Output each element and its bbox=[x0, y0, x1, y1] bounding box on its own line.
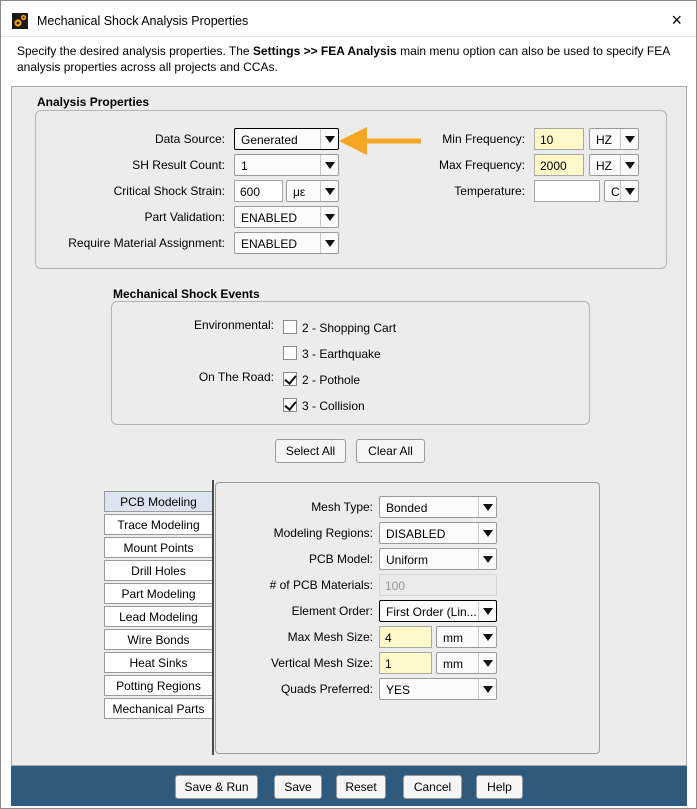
tab-mechanical-parts[interactable]: Mechanical Parts bbox=[104, 698, 212, 719]
chevron-down-icon bbox=[478, 679, 496, 699]
temperature-unit-value: C bbox=[611, 185, 620, 199]
cancel-button[interactable]: Cancel bbox=[403, 775, 462, 799]
data-source-select[interactable] bbox=[234, 128, 339, 150]
intro-menu-path: Settings >> FEA Analysis bbox=[252, 44, 397, 58]
critical-shock-strain-label: Critical Shock Strain: bbox=[113, 184, 225, 198]
modeling-regions-value: DISABLED bbox=[386, 527, 446, 541]
clear-all-button[interactable]: Clear All bbox=[356, 439, 425, 463]
critical-shock-strain-input[interactable]: 600 bbox=[234, 180, 283, 202]
tab-drill-holes[interactable]: Drill Holes bbox=[104, 560, 212, 581]
shopping-cart-checkbox[interactable] bbox=[283, 320, 297, 334]
min-frequency-label: Min Frequency: bbox=[442, 132, 525, 146]
min-frequency-unit-select[interactable] bbox=[589, 128, 639, 150]
pcb-model-label: PCB Model: bbox=[308, 552, 373, 566]
data-source-label: Data Source: bbox=[154, 132, 225, 146]
tab-divider bbox=[212, 480, 214, 755]
tab-lead-modeling[interactable]: Lead Modeling bbox=[104, 606, 212, 627]
tab-part-modeling[interactable]: Part Modeling bbox=[104, 583, 212, 604]
title-bar bbox=[1, 1, 696, 37]
max-frequency-label: Max Frequency: bbox=[438, 158, 525, 172]
close-icon[interactable]: × bbox=[671, 10, 682, 30]
quads-preferred-select[interactable] bbox=[379, 678, 497, 700]
temperature-label: Temperature: bbox=[454, 184, 525, 198]
window-title: Mechanical Shock Analysis Properties bbox=[37, 14, 249, 28]
require-material-value: ENABLED bbox=[241, 237, 298, 251]
vertical-mesh-unit-value: mm bbox=[443, 657, 463, 671]
vertical-mesh-size-input[interactable]: 1 bbox=[379, 652, 432, 674]
strain-unit-select[interactable] bbox=[286, 180, 339, 202]
chevron-down-icon bbox=[320, 155, 338, 175]
require-material-label: Require Material Assignment: bbox=[68, 236, 225, 250]
temperature-input[interactable] bbox=[534, 180, 600, 202]
modeling-regions-select[interactable] bbox=[379, 522, 497, 544]
collision-label: 3 - Collision bbox=[302, 399, 365, 413]
select-all-button[interactable]: Select All bbox=[275, 439, 346, 463]
intro-text bbox=[17, 43, 677, 75]
num-pcb-materials-input: 100 bbox=[379, 574, 497, 596]
temperature-unit-select[interactable] bbox=[604, 180, 639, 202]
max-mesh-unit-select[interactable] bbox=[436, 626, 497, 648]
min-frequency-unit-value: HZ bbox=[596, 133, 612, 147]
chevron-down-icon bbox=[320, 207, 338, 227]
quads-preferred-value: YES bbox=[386, 683, 411, 697]
chevron-down-icon bbox=[620, 155, 638, 175]
chevron-down-icon bbox=[478, 523, 496, 543]
earthquake-label: 3 - Earthquake bbox=[302, 347, 381, 361]
chevron-down-icon bbox=[320, 233, 338, 253]
tab-wire-bonds[interactable]: Wire Bonds bbox=[104, 629, 212, 650]
max-frequency-input[interactable]: 2000 bbox=[534, 154, 584, 176]
intro-prefix: Specify the desired analysis properties. The bbox=[17, 44, 253, 58]
chevron-down-icon bbox=[620, 181, 638, 201]
save-run-button[interactable]: Save & Run bbox=[175, 775, 258, 799]
quads-preferred-label: Quads Preferred: bbox=[280, 682, 373, 696]
element-order-value: First Order (Lin... bbox=[386, 605, 477, 619]
tab-pcb-modeling[interactable]: PCB Modeling bbox=[104, 491, 212, 512]
earthquake-checkbox[interactable] bbox=[283, 346, 297, 360]
mesh-type-value: Bonded bbox=[386, 501, 428, 515]
strain-unit-value: με bbox=[293, 185, 306, 199]
footer-bar bbox=[11, 766, 687, 806]
modeling-regions-label: Modeling Regions: bbox=[273, 526, 373, 540]
max-mesh-unit-value: mm bbox=[443, 631, 463, 645]
max-frequency-unit-value: HZ bbox=[596, 159, 612, 173]
pothole-label: 2 - Pothole bbox=[302, 373, 361, 387]
max-mesh-size-label: Max Mesh Size: bbox=[287, 630, 373, 644]
properties-panel bbox=[11, 86, 687, 766]
shock-events-title: Mechanical Shock Events bbox=[113, 287, 260, 301]
pcb-model-value: Uniform bbox=[386, 553, 429, 567]
vertical-mesh-unit-select[interactable] bbox=[436, 652, 497, 674]
environmental-label: Environmental: bbox=[193, 318, 274, 332]
chevron-down-icon bbox=[478, 627, 496, 647]
part-validation-label: Part Validation: bbox=[144, 210, 225, 224]
max-frequency-unit-select[interactable] bbox=[589, 154, 639, 176]
part-validation-value: ENABLED bbox=[241, 211, 298, 225]
chevron-down-icon bbox=[320, 181, 338, 201]
min-frequency-input[interactable]: 10 bbox=[534, 128, 584, 150]
pothole-checkbox[interactable] bbox=[283, 372, 297, 386]
annotation-arrow-icon bbox=[337, 123, 423, 157]
save-button[interactable]: Save bbox=[274, 775, 322, 799]
pcb-model-select[interactable] bbox=[379, 548, 497, 570]
num-pcb-materials-label: # of PCB Materials: bbox=[269, 578, 373, 592]
analysis-properties-title: Analysis Properties bbox=[37, 95, 150, 109]
chevron-down-icon bbox=[620, 129, 638, 149]
element-order-label: Element Order: bbox=[291, 604, 373, 618]
on-the-road-label: On The Road: bbox=[198, 370, 274, 384]
intro-suffix: main menu option can also be used to specify FEA analysis properties across all projects and CCAs. bbox=[17, 44, 670, 74]
tab-trace-modeling[interactable]: Trace Modeling bbox=[104, 514, 212, 535]
tab-mount-points[interactable]: Mount Points bbox=[104, 537, 212, 558]
chevron-down-icon bbox=[478, 497, 496, 517]
pcb-modeling-panel bbox=[215, 482, 600, 754]
sh-result-count-label: SH Result Count: bbox=[132, 158, 225, 172]
part-validation-select[interactable] bbox=[234, 206, 339, 228]
chevron-down-icon bbox=[478, 653, 496, 673]
mesh-type-select[interactable] bbox=[379, 496, 497, 518]
max-mesh-size-input[interactable]: 4 bbox=[379, 626, 432, 648]
chevron-down-icon bbox=[320, 129, 338, 149]
element-order-select[interactable] bbox=[379, 600, 497, 622]
vertical-mesh-size-label: Vertical Mesh Size: bbox=[270, 656, 373, 670]
tab-potting-regions[interactable]: Potting Regions bbox=[104, 675, 212, 696]
mesh-type-label: Mesh Type: bbox=[311, 500, 373, 514]
sh-result-count-value: 1 bbox=[241, 159, 248, 173]
data-source-value: Generated bbox=[241, 133, 298, 147]
require-material-select[interactable] bbox=[234, 232, 339, 254]
collision-checkbox[interactable] bbox=[283, 398, 297, 412]
tab-heat-sinks[interactable]: Heat Sinks bbox=[104, 652, 212, 673]
sh-result-count-select[interactable] bbox=[234, 154, 339, 176]
app-gears-icon bbox=[12, 13, 28, 29]
shopping-cart-label: 2 - Shopping Cart bbox=[302, 321, 397, 335]
chevron-down-icon bbox=[478, 601, 496, 621]
chevron-down-icon bbox=[478, 549, 496, 569]
help-button[interactable]: Help bbox=[476, 775, 523, 799]
reset-button[interactable]: Reset bbox=[336, 775, 386, 799]
